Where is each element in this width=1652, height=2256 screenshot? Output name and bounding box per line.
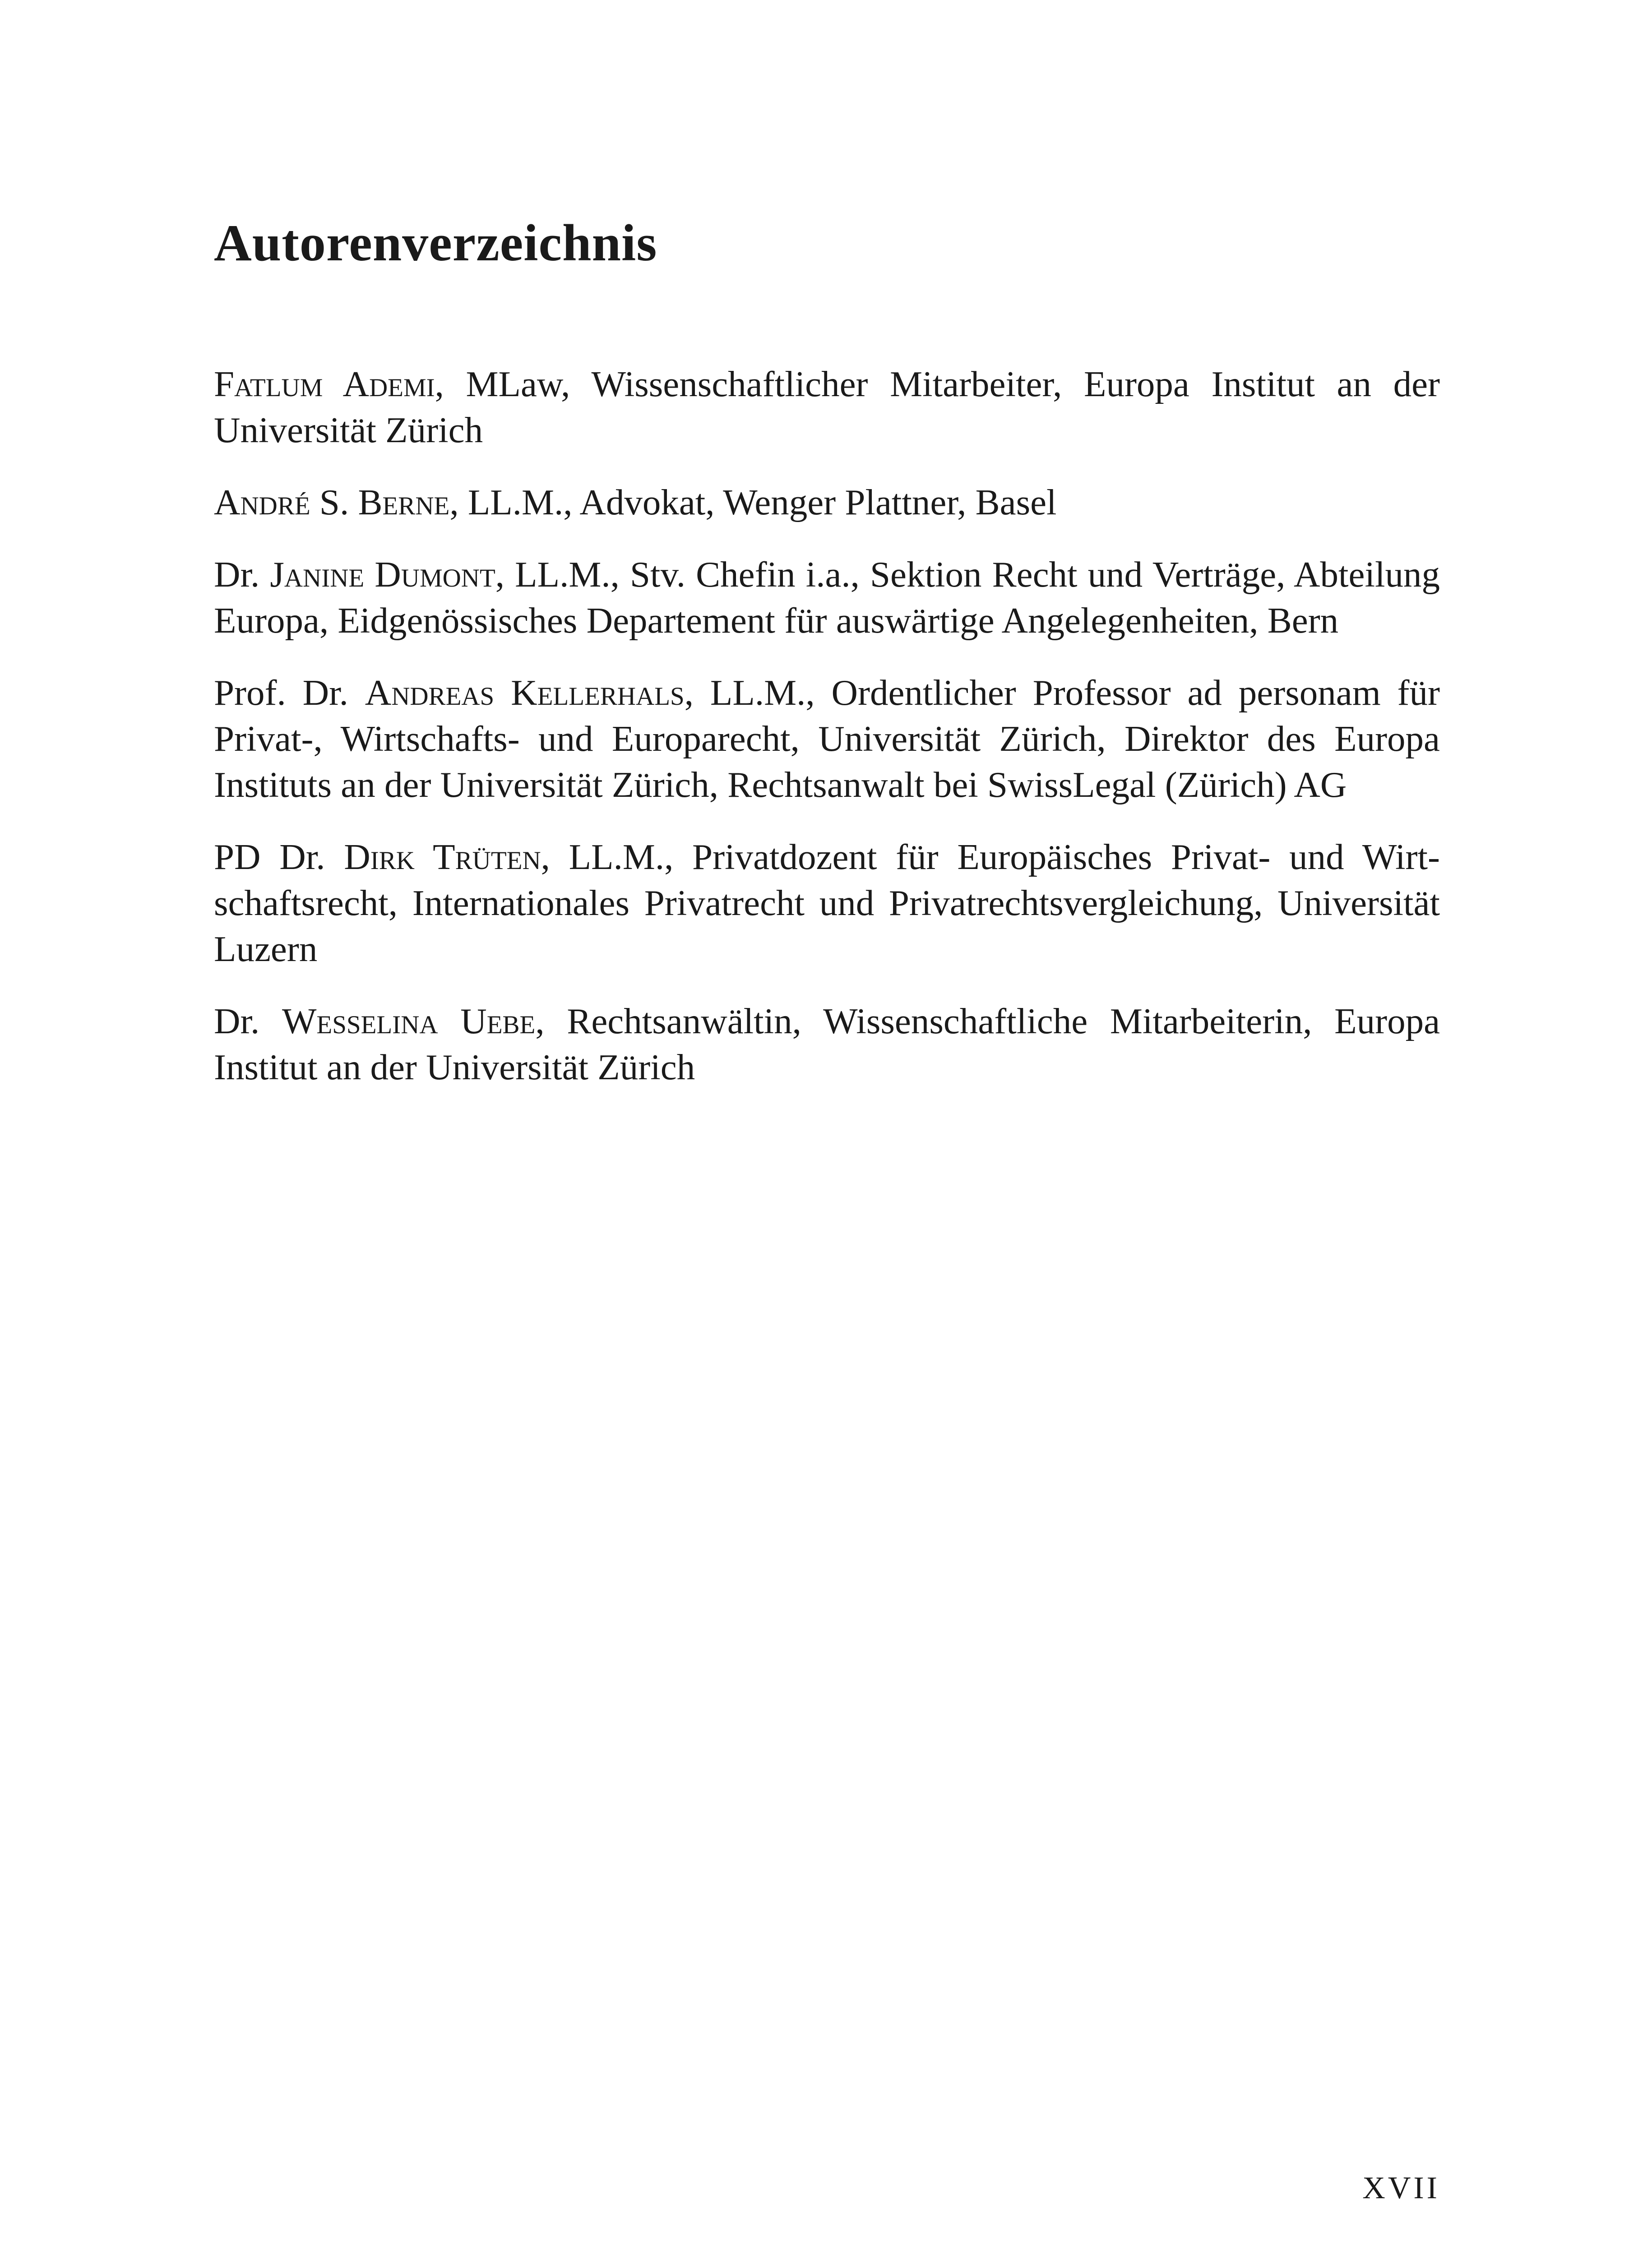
author-name: Andreas Kellerhals <box>365 672 685 713</box>
author-name: Janine Dumont <box>270 554 495 595</box>
author-list <box>214 361 1440 1116</box>
author-description: , MLaw, Wissenschaftlicher Mitarbeiter, Europa Institut an der Universität Zürich <box>214 364 1440 450</box>
author-prefix: Prof. Dr. <box>214 672 365 713</box>
author-description: , LL.M., Stv. Chefin i.a., Sektion Recht und Verträge, Abteilung Europa, Eidgenössisches Departement für auswärtige Angelegenheiten, Bern <box>214 554 1440 641</box>
author-description: , LL.M., Ordentlicher Professor ad personam für Privat-, Wirtschafts- und Europarecht, Universität Zürich, Direktor des Europa Instituts an der Universität Zürich, Rechtsanwalt bei SwissLegal (Zürich) AG <box>214 672 1440 805</box>
author-name: Wesselina Uebe <box>282 1001 536 1041</box>
author-prefix: Dr. <box>214 554 270 595</box>
author-entry <box>214 670 1440 808</box>
author-name: Fatlum Ademi <box>214 364 435 404</box>
author-entry <box>214 551 1440 643</box>
author-name: Dirk Trüten <box>344 837 541 877</box>
author-description: , LL.M., Privatdozent für Europäisches Privat- und Wirtschaftsrecht, Internationales Privatrecht und Privatrechtsvergleichung, Universität Luzern <box>214 837 1440 969</box>
author-entry <box>214 361 1440 453</box>
author-prefix: PD Dr. <box>214 837 344 877</box>
author-prefix: Dr. <box>214 1001 282 1041</box>
author-entry <box>214 998 1440 1090</box>
page-number: XVII <box>1362 2171 1440 2205</box>
author-description: , Rechtsanwältin, Wissenschaftliche Mitarbeiterin, Europa Institut an der Universität Zürich <box>214 1001 1440 1087</box>
author-name: André S. Berne <box>214 482 450 522</box>
author-entry <box>214 834 1440 972</box>
author-entry <box>214 479 1440 525</box>
author-description: , LL.M., Advokat, Wenger Plattner, Basel <box>449 482 1057 522</box>
page-title: Autorenverzeichnis <box>214 214 657 272</box>
